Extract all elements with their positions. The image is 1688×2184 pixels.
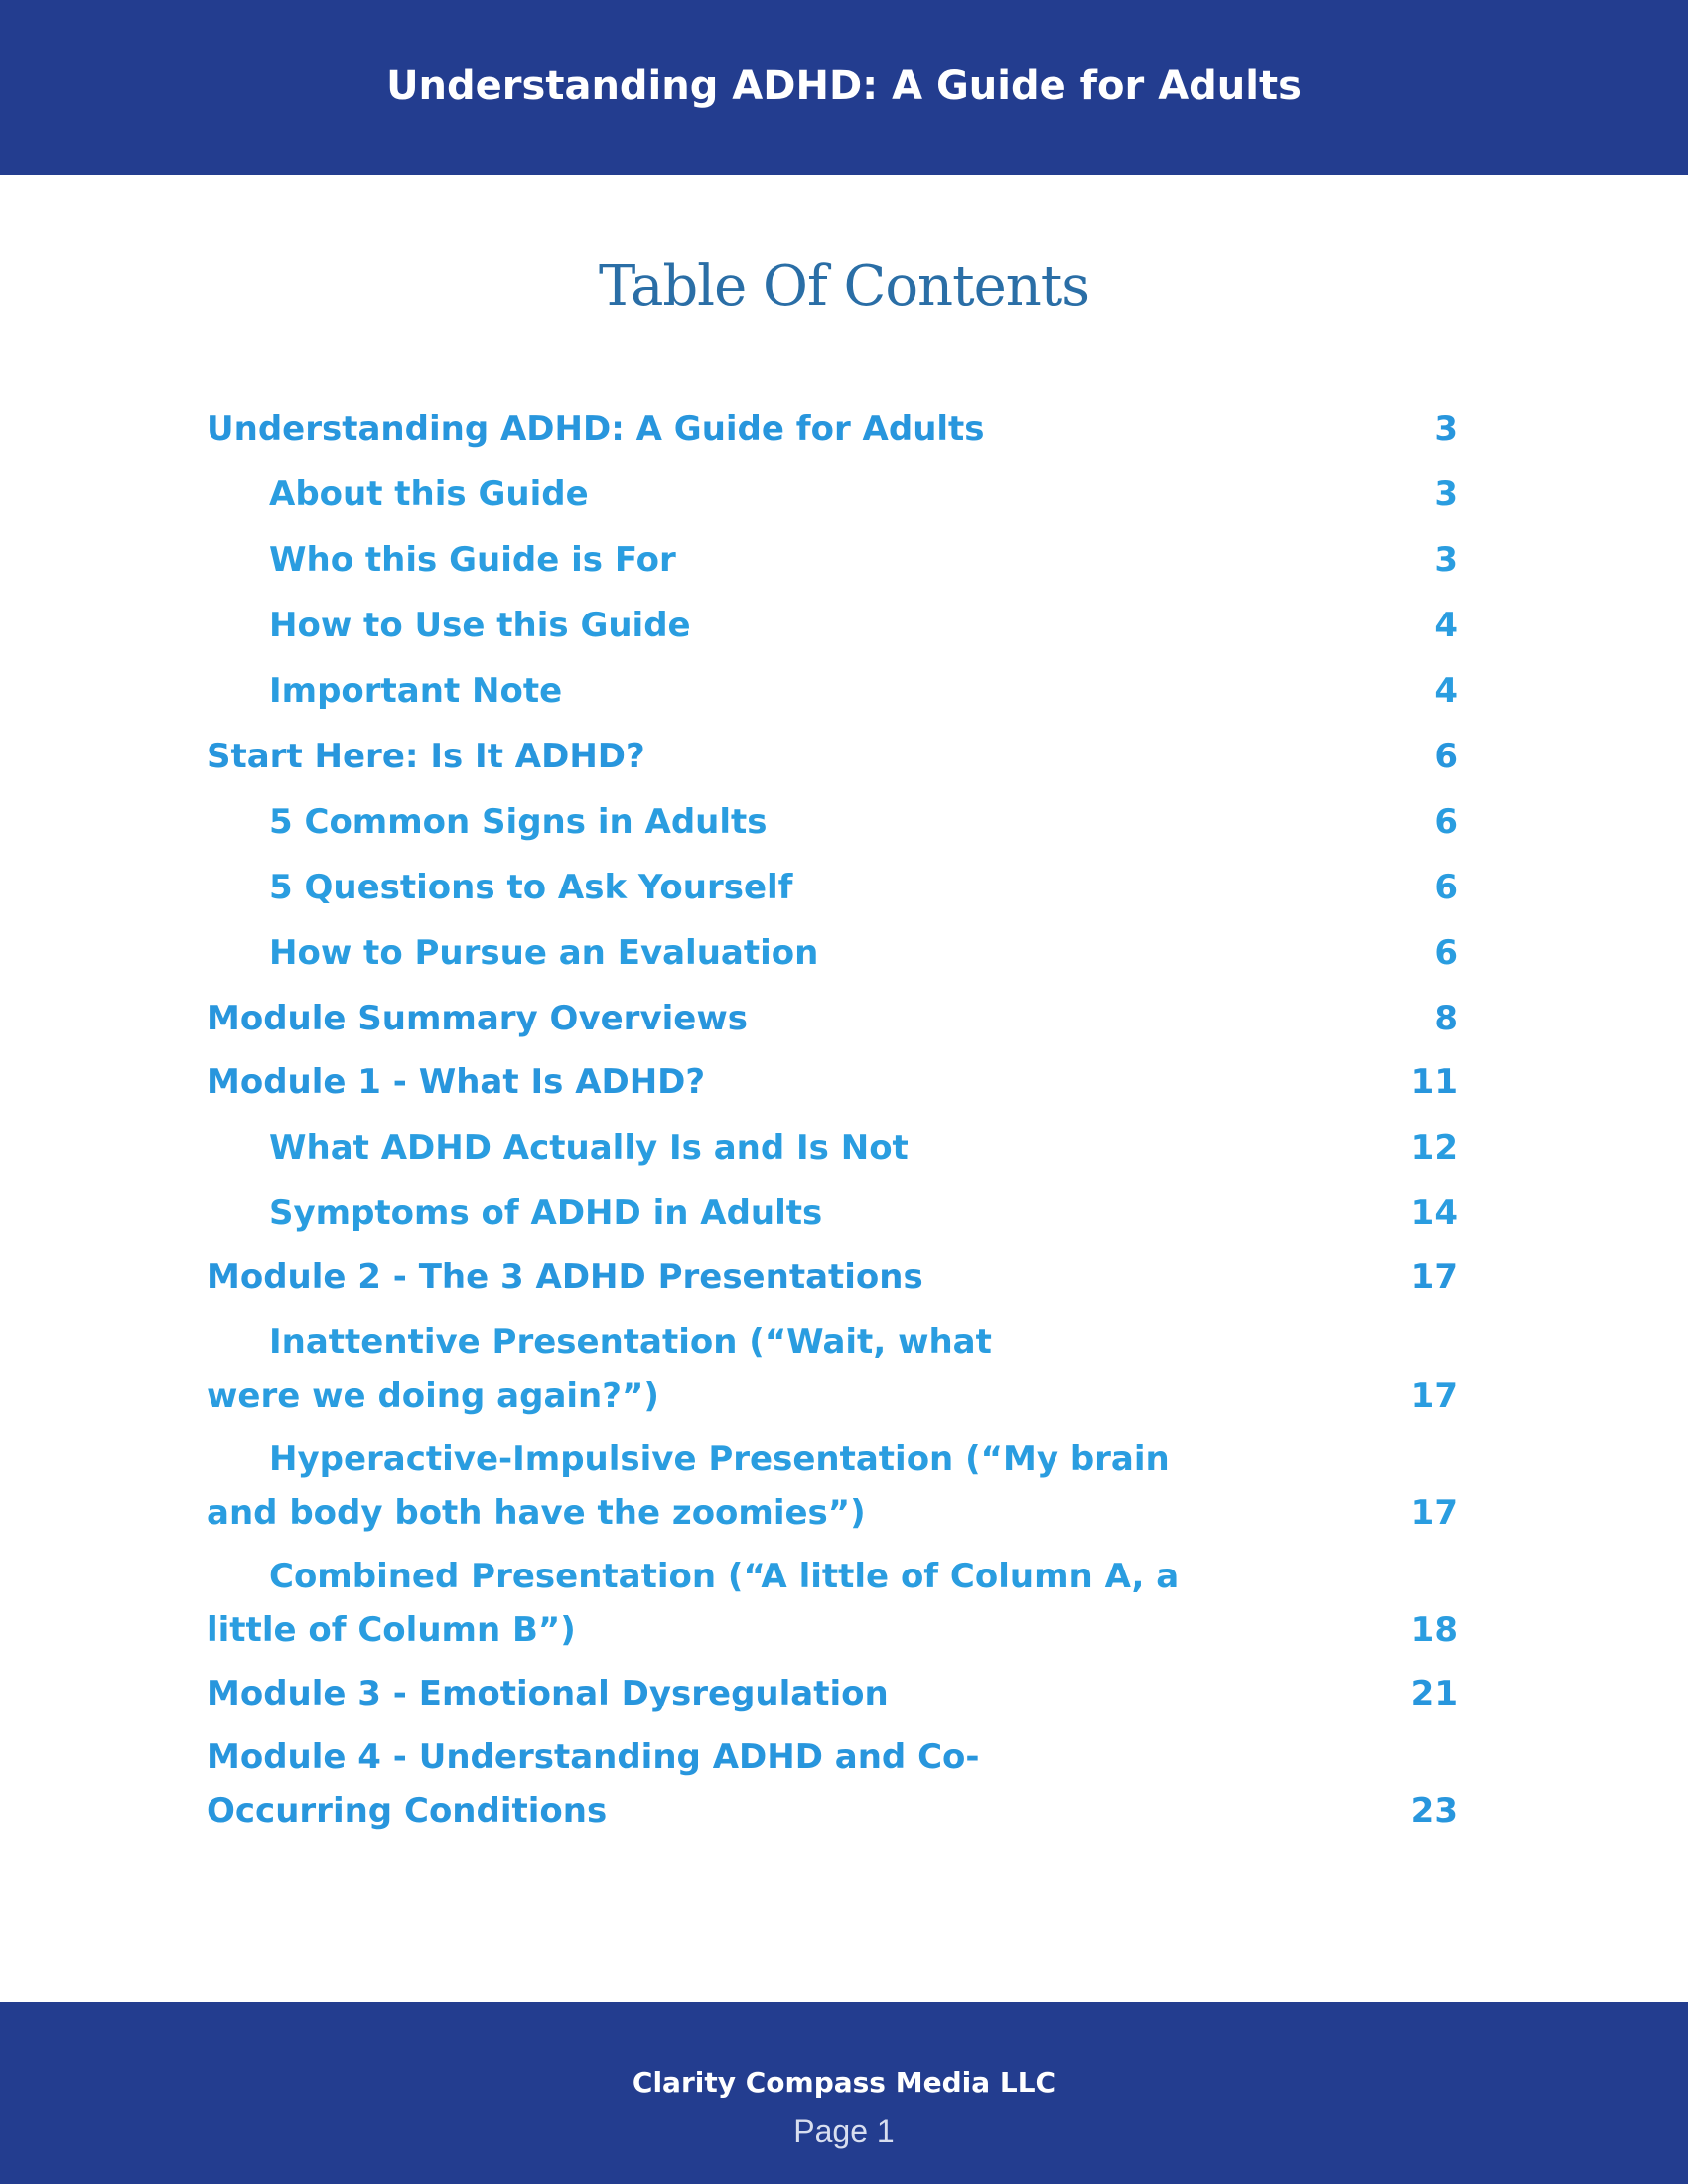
toc-entry-title: Who this Guide is For xyxy=(269,540,676,580)
toc-entry-title: Symptoms of ADHD in Adults xyxy=(269,1193,823,1233)
toc-entry-page: 14 xyxy=(1410,1193,1458,1233)
toc-entry-title: Hyperactive-Impulsive Presentation (“My brain and body both have the zoomies”) xyxy=(207,1439,1170,1533)
toc-heading: Table Of Contents xyxy=(598,254,1090,319)
toc-entry-page: 4 xyxy=(1434,671,1458,711)
toc-entry-title: 5 Common Signs in Adults xyxy=(269,802,768,842)
toc-entry[interactable] xyxy=(207,664,1458,718)
toc-entry[interactable] xyxy=(207,992,1458,1045)
toc-entry-page: 18 xyxy=(1410,1610,1458,1650)
toc-entry-page: 17 xyxy=(1410,1493,1458,1533)
toc-entry[interactable] xyxy=(207,599,1458,652)
toc-entry[interactable] xyxy=(207,730,1458,783)
table-of-contents xyxy=(207,402,1458,1838)
header-title: Understanding ADHD: A Guide for Adults xyxy=(386,64,1302,109)
toc-entry[interactable] xyxy=(207,1186,1458,1240)
toc-entry[interactable] xyxy=(207,861,1458,914)
toc-entry[interactable] xyxy=(207,1433,1458,1540)
toc-entry-title: Module Summary Overviews xyxy=(207,999,748,1038)
toc-entry[interactable] xyxy=(207,533,1458,587)
footer-company: Clarity Compass Media LLC xyxy=(632,2066,1056,2099)
toc-entry-page: 3 xyxy=(1434,540,1458,580)
toc-entry[interactable] xyxy=(207,1667,1458,1720)
toc-entry-page: 23 xyxy=(1410,1791,1458,1831)
toc-entry-page: 6 xyxy=(1434,737,1458,776)
footer-page-number: Page 1 xyxy=(793,2114,895,2149)
toc-entry-page: 17 xyxy=(1410,1257,1458,1297)
toc-entry-title: How to Use this Guide xyxy=(269,606,691,645)
toc-entry-page: 3 xyxy=(1434,475,1458,514)
toc-entry-title: Module 4 - Understanding ADHD and Co-Occurring Conditions xyxy=(207,1737,980,1831)
toc-entry-title: Important Note xyxy=(269,671,563,711)
toc-entry[interactable] xyxy=(207,926,1458,980)
page-footer xyxy=(0,2002,1688,2184)
toc-entry[interactable] xyxy=(207,1730,1458,1838)
toc-entry[interactable] xyxy=(207,468,1458,521)
page-header xyxy=(0,0,1688,175)
toc-entry[interactable] xyxy=(207,1055,1458,1109)
toc-entry-page: 6 xyxy=(1434,802,1458,842)
toc-entry-page: 8 xyxy=(1434,999,1458,1038)
toc-entry-title: Module 2 - The 3 ADHD Presentations xyxy=(207,1257,923,1297)
toc-entry[interactable] xyxy=(207,795,1458,849)
toc-entry-title: 5 Questions to Ask Yourself xyxy=(269,868,793,907)
toc-entry-title: About this Guide xyxy=(269,475,589,514)
toc-entry-title: Module 1 - What Is ADHD? xyxy=(207,1062,706,1102)
toc-entry-title: What ADHD Actually Is and Is Not xyxy=(269,1128,909,1167)
toc-entry-title: Understanding ADHD: A Guide for Adults xyxy=(207,409,985,449)
toc-entry-title: Start Here: Is It ADHD? xyxy=(207,737,645,776)
toc-entry-page: 17 xyxy=(1410,1376,1458,1416)
toc-entry-title: Module 3 - Emotional Dysregulation xyxy=(207,1674,889,1713)
toc-entry-title: Combined Presentation (“A little of Column A, a little of Column B”) xyxy=(207,1557,1180,1650)
toc-entry-title: How to Pursue an Evaluation xyxy=(269,933,819,973)
toc-entry-page: 11 xyxy=(1410,1062,1458,1102)
toc-entry[interactable] xyxy=(207,402,1458,456)
toc-entry[interactable] xyxy=(207,1250,1458,1303)
toc-entry-page: 3 xyxy=(1434,409,1458,449)
toc-entry[interactable] xyxy=(207,1121,1458,1174)
toc-entry-page: 6 xyxy=(1434,868,1458,907)
toc-entry-title: Inattentive Presentation (“Wait, what were we doing again?”) xyxy=(207,1322,992,1416)
toc-entry-page: 6 xyxy=(1434,933,1458,973)
toc-entry-page: 21 xyxy=(1410,1674,1458,1713)
toc-entry[interactable] xyxy=(207,1550,1458,1657)
toc-entry[interactable] xyxy=(207,1315,1458,1423)
toc-entry-page: 12 xyxy=(1410,1128,1458,1167)
toc-entry-page: 4 xyxy=(1434,606,1458,645)
